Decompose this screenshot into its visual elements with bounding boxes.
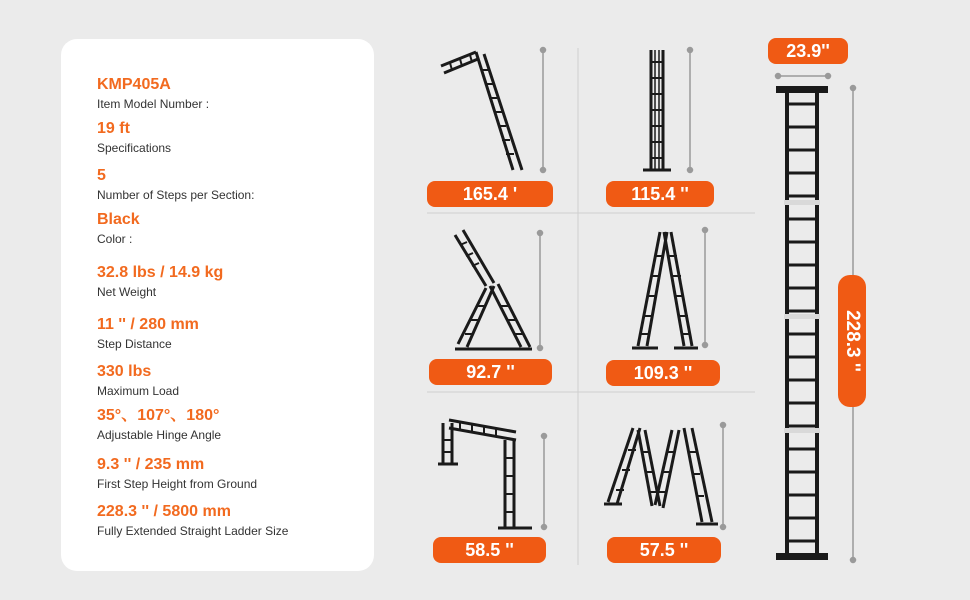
spec-label: Net Weight <box>97 285 157 299</box>
spec-label: Specifications <box>97 141 172 155</box>
spec-value: 228.3 '' / 5800 mm <box>97 503 231 520</box>
measurement-guides <box>538 48 856 563</box>
dimension-badge-double-a-frame: 57.5 '' <box>607 537 721 563</box>
straight-ladder-icon <box>643 50 671 170</box>
spec-value: Black <box>97 211 140 228</box>
dimension-badge-width: 23.9'' <box>768 38 848 64</box>
spec-value: KMP405A <box>97 76 171 93</box>
spec-value: 330 lbs <box>97 363 152 380</box>
spec-value: 5 <box>97 167 106 184</box>
angled-ladder-icon <box>441 52 522 170</box>
spec-label: Item Model Number : <box>97 97 210 111</box>
spec-label: Step Distance <box>97 337 172 351</box>
spec-label: Number of Steps per Section: <box>97 188 255 202</box>
dimension-badge-angled: 165.4 ' <box>427 181 553 207</box>
extended-straight-ladder-icon <box>776 86 828 560</box>
spec-value: 9.3 '' / 235 mm <box>97 456 205 473</box>
spec-value: 35°、107°、180° <box>97 407 220 424</box>
extended-a-frame-ladder-icon <box>455 230 532 349</box>
double-a-frame-ladder-icon <box>604 428 718 524</box>
scaffold-ladder-icon <box>438 420 532 528</box>
dimension-badge-a-frame-extended: 92.7 '' <box>429 359 552 385</box>
spec-label: Maximum Load <box>97 384 180 398</box>
a-frame-ladder-icon <box>632 232 698 348</box>
dimension-badge-scaffold: 58.5 '' <box>433 537 546 563</box>
dimension-badge-straight: 115.4 '' <box>606 181 714 207</box>
spec-value: 32.8 lbs / 14.9 kg <box>97 264 224 281</box>
spec-label: Fully Extended Straight Ladder Size <box>97 524 289 538</box>
dimension-badge-a-frame: 109.3 '' <box>606 360 720 386</box>
spec-label: Adjustable Hinge Angle <box>97 428 222 442</box>
spec-value: 11 '' / 280 mm <box>97 316 199 333</box>
spec-label: First Step Height from Ground <box>97 477 258 491</box>
spec-label: Color : <box>97 232 133 246</box>
dimension-badge-height: 228.3 '' <box>842 310 863 372</box>
spec-value: 19 ft <box>97 120 130 137</box>
